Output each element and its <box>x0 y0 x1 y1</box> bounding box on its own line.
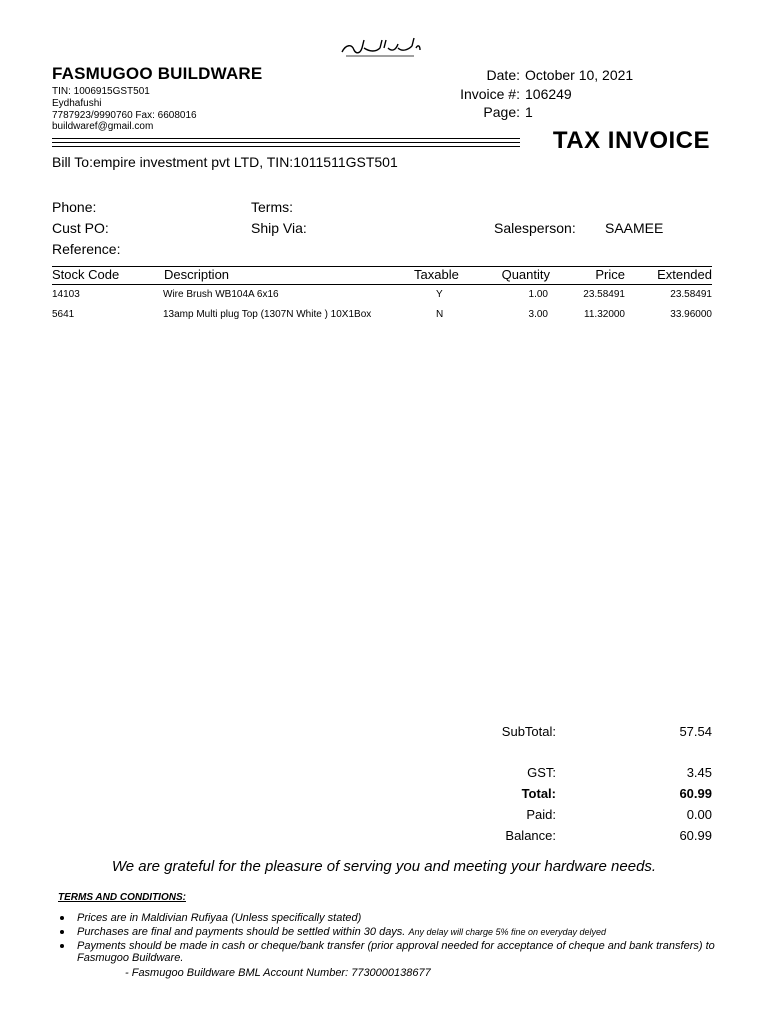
balance-label: Balance: <box>505 828 556 843</box>
company-location: Eydhafushi <box>52 98 102 109</box>
cell-taxable: Y <box>436 289 443 300</box>
cell-description: Wire Brush WB104A 6x16 <box>163 289 279 300</box>
cell-extended: 23.58491 <box>670 289 712 300</box>
thanks-message: We are grateful for the pleasure of serving you and meeting your hardware needs. <box>111 858 657 875</box>
date-value: October 10, 2021 <box>525 67 634 83</box>
title-rule-1 <box>52 138 520 139</box>
cell-price: 23.58491 <box>583 289 625 300</box>
page-label: Page: <box>483 104 520 120</box>
terms-heading: TERMS AND CONDITIONS: <box>58 892 186 903</box>
cell-taxable: N <box>436 309 444 320</box>
invoice-number-value: 106249 <box>525 86 572 102</box>
balance-value: 60.99 <box>679 828 712 843</box>
company-phone-fax: 7787923/9990760 Fax: 6608016 <box>52 110 197 121</box>
col-stock-code: Stock Code <box>52 267 120 282</box>
bullet-icon <box>60 930 64 934</box>
terms-item-fine-print: Any delay will charge 5% fine on everyday delyed <box>408 927 607 937</box>
col-quantity: Quantity <box>501 267 550 282</box>
invoice-number-label: Invoice #: <box>460 86 520 102</box>
cell-quantity: 3.00 <box>528 309 548 320</box>
gst-value: 3.45 <box>686 765 712 780</box>
col-price: Price <box>595 267 625 282</box>
terms-item-text: Prices are in Maldivian Rufiyaa (Unless specifically stated) <box>77 912 362 924</box>
company-name: FASMUGOO BUILDWARE <box>52 64 263 83</box>
terms-label: Terms: <box>251 199 293 215</box>
cust-po-label: Cust PO: <box>52 220 109 236</box>
reference-label: Reference: <box>52 241 121 257</box>
bill-to: Bill To:empire investment pvt LTD, TIN:1011511GST501 <box>52 154 398 170</box>
company-tin: TIN: 1006915GST501 <box>52 86 150 97</box>
salesperson-label: Salesperson: <box>494 220 576 236</box>
cell-price: 11.32000 <box>584 309 625 320</box>
cell-quantity: 1.00 <box>528 289 548 300</box>
terms-item <box>60 912 720 924</box>
title-rule-2 <box>52 142 520 143</box>
paid-value: 0.00 <box>686 807 712 822</box>
col-extended: Extended <box>657 267 712 282</box>
col-description: Description <box>164 267 230 282</box>
ship-via-label: Ship Via: <box>251 220 307 236</box>
total-label: Total: <box>521 786 556 801</box>
gst-label: GST: <box>527 765 556 780</box>
bank-account-line: - Fasmugoo Buildware BML Account Number: 7730000138677 <box>125 967 431 979</box>
page-value: 1 <box>525 104 533 120</box>
salesperson-value: SAAMEE <box>605 220 664 236</box>
bullet-icon <box>60 916 64 920</box>
cell-description: 13amp Multi plug Top (1307N White ) 10X1Box <box>163 309 372 320</box>
total-value: 60.99 <box>679 786 712 801</box>
title-rule-3 <box>52 146 520 147</box>
terms-item-text: Purchases are final and payments should be settled within 30 days. <box>77 926 406 938</box>
document-title: TAX INVOICE <box>552 127 710 154</box>
terms-item <box>60 926 720 938</box>
company-email: buildwaref@gmail.com <box>52 121 154 132</box>
table-header-rule <box>52 284 712 285</box>
cell-stock-code: 5641 <box>52 309 75 320</box>
subtotal-value: 57.54 <box>679 724 712 739</box>
subtotal-label: SubTotal: <box>501 724 556 739</box>
terms-item <box>60 940 720 964</box>
terms-item-text: Payments should be made in cash or cheque/bank transfer (prior approval needed for acceptance of cheque and bank transfers) to Fasmugoo Buildware. <box>77 940 715 964</box>
bullet-icon <box>60 944 64 948</box>
cell-extended: 33.96000 <box>670 309 712 320</box>
paid-label: Paid: <box>526 807 556 822</box>
cell-stock-code: 14103 <box>52 289 80 300</box>
date-label: Date: <box>486 67 520 83</box>
arabic-calligraphy-icon <box>340 36 422 60</box>
col-taxable: Taxable <box>414 267 459 282</box>
phone-label: Phone: <box>52 199 97 215</box>
